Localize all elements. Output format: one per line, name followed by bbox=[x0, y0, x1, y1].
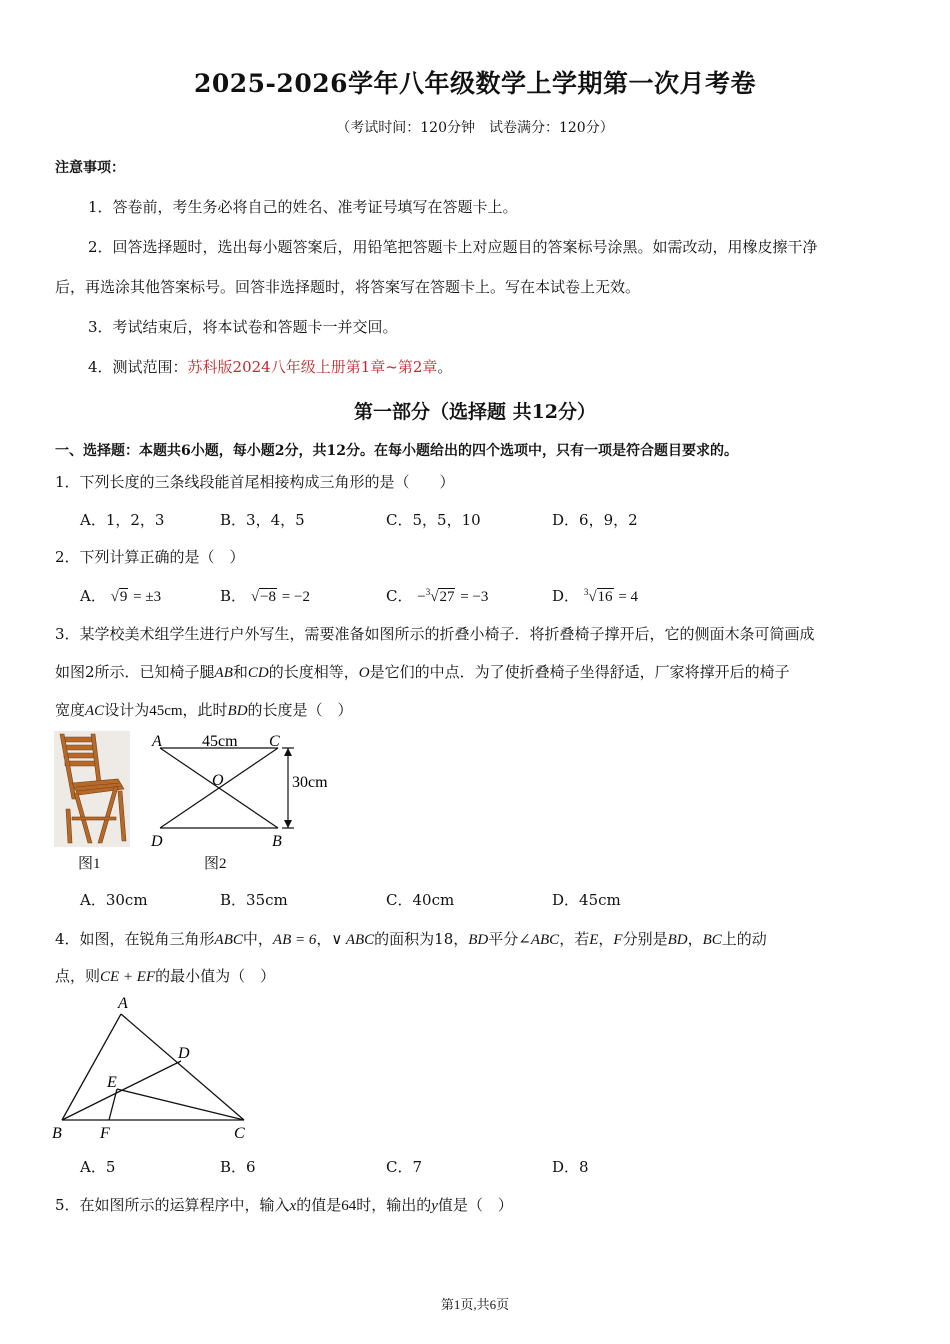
arrow-down-icon bbox=[284, 820, 292, 828]
q4-line1 bbox=[55, 928, 767, 949]
q4-text: 的面积为18， bbox=[374, 930, 469, 948]
q3-var-o: O bbox=[358, 665, 370, 681]
q2-d-radicand: 16 bbox=[597, 589, 613, 605]
q4-var-bd: BD bbox=[667, 932, 688, 948]
q3-width-value: 45cm bbox=[149, 703, 183, 719]
label-b: B bbox=[272, 833, 282, 850]
label-a: A bbox=[152, 733, 162, 750]
folding-chair-image bbox=[54, 731, 130, 847]
q3-var-bd: BD bbox=[227, 703, 248, 719]
q3-line1: 3．某学校美术组学生进行户外写生，需要准备如图所示的折叠小椅子．将折叠椅子撑开后，它的侧面木条可简画成 bbox=[55, 625, 815, 643]
q4-option-a: A．5 bbox=[80, 1158, 116, 1176]
q3-option-a: A．30cm bbox=[80, 891, 148, 909]
q5-input-value: 64 bbox=[341, 1198, 357, 1214]
label-f: F bbox=[100, 1125, 110, 1142]
q3-text: ，此时 bbox=[182, 701, 228, 719]
q3-text: 如图2所示．已知椅子腿 bbox=[55, 663, 215, 681]
q3-var-ac: AC bbox=[85, 703, 105, 719]
q2-b-label: B． bbox=[220, 587, 247, 605]
notice-item-4-prefix: 4．测试范围： bbox=[88, 358, 188, 376]
page-number: 第1页,共6页 bbox=[440, 1297, 510, 1312]
q2-option-a: A． √9 = ±3 bbox=[80, 587, 162, 605]
q4-var-bc: BC bbox=[702, 932, 722, 948]
q1-stem: 1．下列长度的三条线段能首尾相接构成三角形的是（ ） bbox=[55, 473, 455, 491]
q2-c-radicand: 27 bbox=[439, 589, 455, 605]
notice-heading: 注意事项： bbox=[55, 160, 125, 176]
q4-text: 4．如图，在锐角三角形 bbox=[55, 930, 215, 948]
notice-item-4 bbox=[88, 356, 452, 377]
section-description: 一、选择题：本题共6小题，每小题2分，共12分。在每小题给出的四个选项中，只有一项是符合题目要求的。 bbox=[55, 443, 738, 459]
q1-option-d: D．6，9，2 bbox=[552, 511, 638, 529]
q4-angle: ∠ABC bbox=[518, 932, 560, 948]
q5-var-x: x bbox=[289, 1198, 297, 1214]
q3-text: 设计为 bbox=[104, 701, 150, 719]
label-b: B bbox=[52, 1125, 62, 1142]
q2-d-index: 3 bbox=[583, 587, 589, 597]
label-d: D bbox=[151, 833, 163, 850]
q3-line3 bbox=[55, 699, 353, 720]
q3-var-cd: CD bbox=[247, 665, 269, 681]
part1-heading: 第一部分（选择题 共12分） bbox=[353, 401, 597, 423]
q4-text: 的最小值为（ ） bbox=[155, 967, 276, 985]
q2-c-index: 3 bbox=[425, 587, 431, 597]
notice-item-1: 1．答卷前，考生务必将自己的姓名、准考证号填写在答题卡上。 bbox=[88, 198, 518, 216]
q4-line2 bbox=[55, 965, 275, 986]
q5-text: 5．在如图所示的运算程序中，输入 bbox=[55, 1196, 290, 1214]
notice-item-2-line1: 2．回答选择题时，选出每小题答案后，用铅笔把答题卡上对应题目的答案标号涂黑。如需改动，用橡皮擦干净 bbox=[88, 238, 818, 256]
q3-var-ab: AB bbox=[214, 665, 233, 681]
q3-text: 的长度相等， bbox=[268, 663, 359, 681]
q5-text: 时，输出的 bbox=[356, 1196, 432, 1214]
q3-option-c: C．40cm bbox=[386, 891, 455, 909]
q4-text: ，若 bbox=[559, 930, 590, 948]
q4-text: 平分 bbox=[488, 930, 519, 948]
label-a: A bbox=[118, 995, 128, 1012]
triangle-abc-diagram bbox=[50, 992, 260, 1144]
figure2-caption: 图2 bbox=[204, 856, 227, 872]
q2-option-d: D． $^3$√16 = 4 bbox=[552, 587, 639, 605]
label-height: 30cm bbox=[292, 774, 328, 791]
label-width: 45cm bbox=[202, 733, 238, 750]
q4-var-abc: ABC bbox=[214, 932, 243, 948]
q4-text: 点，则 bbox=[55, 967, 101, 985]
segment-ef bbox=[109, 1089, 117, 1120]
q2-d-label: D． bbox=[552, 587, 580, 605]
label-o: O bbox=[212, 772, 224, 789]
test-range: 苏科版2024八年级上册第1章~第2章 bbox=[187, 358, 438, 376]
q2-option-c: C． −$^3$√27 = −3 bbox=[386, 587, 489, 605]
label-d: D bbox=[178, 1045, 190, 1062]
q4-text: ， bbox=[687, 930, 703, 948]
q3-option-d: D．45cm bbox=[552, 891, 621, 909]
q1-option-c: C．5，5，10 bbox=[386, 511, 481, 529]
q4-text: 中， bbox=[242, 930, 273, 948]
label-c: C bbox=[269, 733, 280, 750]
notice-item-2-line2: 后，再选涂其他答案标号。回答非选择题时，将答案写在答题卡上。写在本试卷上无效。 bbox=[55, 278, 641, 296]
q2-stem: 2．下列计算正确的是（ ） bbox=[55, 548, 245, 566]
q2-a-rest: = ±3 bbox=[133, 589, 162, 605]
q2-d-rest: = 4 bbox=[618, 589, 639, 605]
q3-line2 bbox=[55, 661, 790, 682]
q2-a-label: A． bbox=[80, 587, 106, 605]
arrow-up-icon bbox=[284, 748, 292, 756]
q2-c-minus: − bbox=[417, 589, 426, 605]
q2-a-radicand: 9 bbox=[119, 589, 128, 605]
q4-text: ， bbox=[598, 930, 614, 948]
side-ac bbox=[121, 1014, 244, 1120]
label-e: E bbox=[107, 1074, 117, 1091]
q1-option-a: A．1，2，3 bbox=[80, 511, 165, 529]
exam-subtitle: （考试时间：120分钟 试卷满分：120分） bbox=[336, 120, 614, 136]
q3-text: 是它们的中点．为了使折叠椅子坐得舒适，厂家将撑开后的椅子 bbox=[369, 663, 790, 681]
q5-text: 值是（ ） bbox=[437, 1196, 513, 1214]
exam-title: 2025-2026学年八年级数学上学期第一次月考卷 bbox=[193, 69, 757, 98]
q4-text: ， bbox=[316, 930, 332, 948]
q4-expression: CE + EF bbox=[100, 969, 156, 985]
notice-item-4-suffix: 。 bbox=[437, 358, 453, 376]
q2-c-rest: = −3 bbox=[460, 589, 489, 605]
q1-option-b: B．3，4，5 bbox=[220, 511, 305, 529]
q4-option-b: B．6 bbox=[220, 1158, 256, 1176]
segment-ce bbox=[117, 1089, 244, 1120]
chair-side-diagram bbox=[148, 728, 348, 850]
q3-text: 的长度是（ ） bbox=[247, 701, 353, 719]
q2-option-b: B． √−8 = −2 bbox=[220, 587, 310, 605]
label-c: C bbox=[234, 1125, 245, 1142]
q2-b-rest: = −2 bbox=[281, 589, 310, 605]
q4-triangle: ∨ ABC bbox=[331, 932, 375, 948]
side-ab bbox=[62, 1014, 121, 1120]
q5-text: 的值是 bbox=[296, 1196, 342, 1214]
q4-var-bd: BD bbox=[468, 932, 489, 948]
q4-option-c: C．7 bbox=[386, 1158, 423, 1176]
q4-text: 分别是 bbox=[622, 930, 668, 948]
q2-b-radicand: −8 bbox=[260, 589, 277, 605]
q3-text: 宽度 bbox=[55, 701, 86, 719]
q4-ab-eq: AB = 6 bbox=[272, 932, 317, 948]
q4-var-e: E bbox=[589, 932, 599, 948]
q4-text: 上的动 bbox=[721, 930, 767, 948]
q5-stem bbox=[55, 1194, 513, 1215]
q5-var-y: y bbox=[431, 1198, 438, 1214]
notice-item-3: 3．考试结束后，将本试卷和答题卡一并交回。 bbox=[88, 318, 398, 336]
q2-c-label: C． bbox=[386, 587, 413, 605]
figure1-caption: 图1 bbox=[78, 856, 101, 872]
q3-text: 和 bbox=[232, 663, 248, 681]
q4-option-d: D．8 bbox=[552, 1158, 589, 1176]
q3-option-b: B．35cm bbox=[220, 891, 288, 909]
q4-var-f: F bbox=[613, 932, 623, 948]
